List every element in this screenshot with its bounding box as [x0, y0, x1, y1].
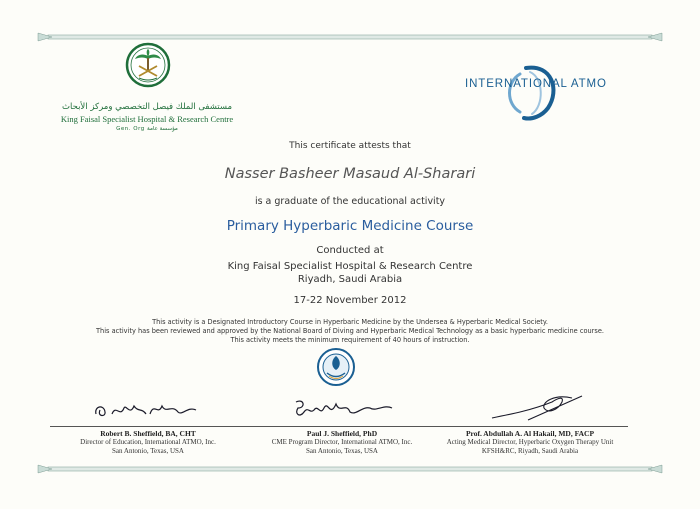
- course-dates: 17-22 November 2012: [293, 295, 407, 306]
- attests-text: This certificate attests that: [289, 141, 411, 151]
- signatory-1: [50, 392, 246, 455]
- signature-line: [50, 426, 246, 427]
- bottom-ribbon-border: [0, 462, 700, 476]
- signatory-location: San Antonio, Texas, USA: [306, 446, 378, 455]
- khfs-arabic-name: مستشفى الملك فيصل التخصصي ومركز الأبحاث: [61, 102, 233, 112]
- hours-statement: This activity meets the minimum requirement of 40 hours of instruction.: [230, 336, 470, 344]
- accreditation-statement: This activity is a Designated Introductory Course in Hyperbaric Medicine by the Undersea & Hyperbaric Medical Society.: [152, 318, 548, 326]
- graduate-text: is a graduate of the educational activity: [254, 196, 446, 207]
- signature-1: [50, 392, 246, 422]
- uhms-seal-icon: [316, 347, 356, 387]
- signatory-title: Director of Education, International ATMO, Inc.: [80, 438, 216, 446]
- signatory-3: [432, 392, 628, 455]
- signature-line: [244, 426, 440, 427]
- venue-location: Riyadh, Saudi Arabia: [297, 274, 403, 285]
- khfs-english-name: King Faisal Specialist Hospital & Research Centre: [60, 114, 234, 124]
- signatory-name: Robert B. Sheffield, BA, CHT: [100, 429, 196, 438]
- atmo-swoosh-icon: [440, 60, 620, 130]
- atmo-logo: [440, 60, 620, 130]
- signature-line: [432, 426, 628, 427]
- course-title: Primary Hyperbaric Medicine Course: [226, 218, 474, 234]
- signature-3: [432, 392, 628, 422]
- palm-tree-emblem-icon: [125, 42, 171, 88]
- signatory-2: [244, 392, 440, 455]
- signatory-title: CME Program Director, International ATMO, Inc.: [271, 438, 413, 446]
- conducted-label: Conducted at: [316, 245, 384, 256]
- signature-2: [244, 392, 440, 422]
- khfs-gov-org-label: Gen. Org مؤسسة عامة: [116, 126, 178, 132]
- signatory-location: San Antonio, Texas, USA: [112, 446, 184, 455]
- signatory-name: Paul J. Sheffield, PhD: [306, 429, 378, 438]
- signatory-location: KFSH&RC, Riyadh, Saudi Arabia: [481, 446, 579, 455]
- atmo-wordmark: INTERNATIONAL ATMO: [465, 78, 607, 90]
- approval-statement: This activity has been reviewed and approved by the National Board of Diving and Hyperbaric Medical Technology as a basic hyperbaric medicine course.: [96, 327, 604, 335]
- khfs-logo: [52, 42, 242, 137]
- signatory-title: Acting Medical Director, Hyperbaric Oxygen Therapy Unit: [446, 438, 614, 446]
- recipient-name: Nasser Basheer Masaud Al-Sharari: [224, 166, 476, 182]
- venue-name: King Faisal Specialist Hospital & Research Centre: [227, 261, 473, 272]
- signatory-name: Prof. Abdullah A. Al Hakail, MD, FACP: [465, 429, 595, 438]
